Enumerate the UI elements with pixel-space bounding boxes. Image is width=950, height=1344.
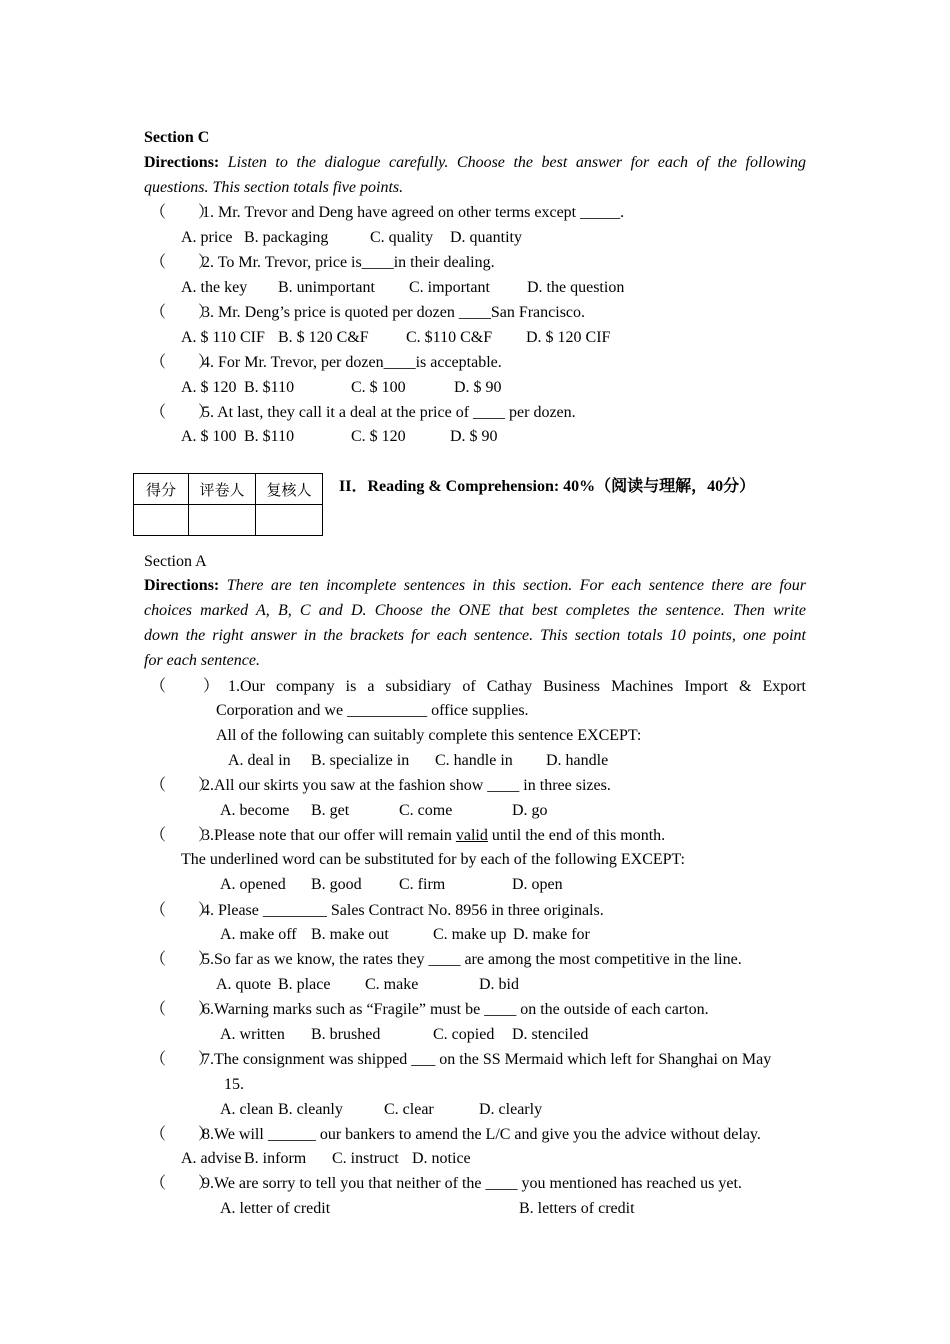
grader-header: 评卷人	[189, 474, 256, 505]
reviewer-cell[interactable]	[256, 505, 323, 536]
option-c: C. $ 100	[351, 379, 406, 396]
option-a: A. become	[220, 802, 290, 819]
option-b: B. cleanly	[278, 1101, 343, 1118]
option-b: B. unimportant	[278, 279, 375, 296]
question-stem: 5. At last, they call it a deal at the price of ____ per dozen.	[202, 404, 576, 421]
option-d: D. the question	[527, 279, 625, 296]
option-b: B. $ 120 C&F	[278, 329, 369, 346]
question-stem: 2.All our skirts you saw at the fashion show ____ in three sizes.	[202, 777, 611, 794]
question-stem	[202, 826, 665, 846]
option-b: B. brushed	[311, 1026, 381, 1043]
option-a: A. advise	[181, 1150, 242, 1167]
option-c: C. handle in	[435, 752, 513, 769]
option-b: B. $110	[244, 428, 295, 445]
score-cell[interactable]	[134, 505, 189, 536]
option-c: C. $110 C&F	[406, 329, 493, 346]
option-d: D. bid	[479, 976, 519, 993]
question-stem: 9.We are sorry to tell you that neither of the ____ you mentioned has reached us yet.	[202, 1175, 742, 1192]
question-instruction: The underlined word can be substituted for by each of the following EXCEPT:	[181, 851, 685, 868]
option-b: B. make out	[311, 926, 389, 943]
option-a: A. written	[220, 1026, 285, 1043]
section-c-heading: Section C	[144, 129, 210, 146]
answer-bracket: （ ）	[150, 1126, 215, 1143]
option-d: D. quantity	[450, 229, 522, 246]
answer-bracket: （ ）	[150, 404, 215, 421]
option-c: C. quality	[370, 229, 434, 246]
question-stem: 4. Please ________ Sales Contract No. 8956 in three originals.	[202, 902, 604, 919]
option-a: A. clean	[220, 1101, 274, 1118]
part-two-title: II．Reading & Comprehension: 40%（阅读与理解，40分）	[339, 478, 756, 495]
answer-bracket: （ ）	[150, 827, 215, 844]
section-a-directions-line	[144, 576, 806, 596]
option-d: D. handle	[546, 752, 609, 769]
option-d: D. make for	[513, 926, 590, 943]
question-stem: 8.We will ______ our bankers to amend the L/C and give you the advice without delay.	[202, 1126, 761, 1143]
option-c: C. firm	[399, 876, 446, 893]
option-c: C. make	[365, 976, 419, 993]
question-stem: 6.Warning marks such as “Fragile” must be ____ on the outside of each carton.	[202, 1001, 709, 1018]
option-c: C. clear	[384, 1101, 434, 1118]
option-a: A. $ 120	[181, 379, 237, 396]
question-stem: 4. For Mr. Trevor, per dozen____is acceptable.	[202, 354, 502, 371]
question-stem: 1.Our company is a subsidiary of Cathay Business Machines Import & Export	[228, 678, 806, 695]
option-b: B. good	[311, 876, 362, 893]
option-c: C. copied	[433, 1026, 495, 1043]
answer-bracket: （ ）	[150, 304, 215, 321]
option-a: A. opened	[220, 876, 286, 893]
option-d: D. clearly	[479, 1101, 543, 1118]
question-stem: 5.So far as we know, the rates they ____ are among the most competitive in the line.	[202, 951, 742, 968]
answer-bracket-left: （	[150, 678, 167, 695]
option-b: B. place	[278, 976, 331, 993]
answer-bracket: （ ）	[150, 1175, 215, 1192]
question-stem: 3. Mr. Deng’s price is quoted per dozen ____San Francisco.	[202, 304, 586, 321]
question-stem: 1. Mr. Trevor and Deng have agreed on other terms except _____.	[202, 204, 625, 221]
option-a: A. price	[181, 229, 233, 246]
option-b: B. $110	[244, 379, 295, 396]
answer-bracket: （ ）	[150, 902, 215, 919]
section-a-directions-line: for each sentence.	[144, 652, 260, 669]
answer-bracket: （ ）	[150, 777, 215, 794]
option-c: C. come	[399, 802, 453, 819]
answer-bracket: （ ）	[150, 1001, 215, 1018]
option-c: C. $ 120	[351, 428, 406, 445]
directions-text: There are ten incomplete sentences in this section. For each sentence there are four	[226, 577, 807, 594]
directions-label: Directions:	[144, 154, 220, 171]
answer-bracket: （ ）	[150, 1051, 215, 1068]
option-b: B. letters of credit	[519, 1200, 635, 1217]
option-a: A. quote	[216, 976, 272, 993]
option-a: A. $ 110 CIF	[181, 329, 265, 346]
reviewer-header: 复核人	[256, 474, 323, 505]
option-c: C. important	[409, 279, 490, 296]
directions-text: Listen to the dialogue carefully. Choose the best answer for each of the following	[227, 154, 807, 171]
score-table	[133, 473, 323, 536]
section-c-directions-line: questions. This section totals five points.	[144, 179, 404, 196]
option-a: A. make off	[220, 926, 297, 943]
answer-bracket: （ ）	[150, 204, 215, 221]
option-c: C. instruct	[332, 1150, 399, 1167]
answer-bracket: （ ）	[150, 254, 215, 271]
option-b: B. packaging	[244, 229, 329, 246]
stem-part: until the end of this month.	[487, 827, 666, 844]
underlined-word: valid	[455, 827, 488, 844]
question-stem-cont: 15.	[224, 1076, 244, 1093]
section-c-directions-line	[144, 153, 806, 173]
option-d: D. open	[512, 876, 563, 893]
option-b: B. specialize in	[311, 752, 410, 769]
question-stem: 7.The consignment was shipped ___ on the SS Mermaid which left for Shanghai on May	[202, 1051, 772, 1068]
answer-bracket-right: ）	[203, 678, 220, 695]
stem-part: 3.Please note that our offer will remain	[202, 827, 456, 844]
grader-cell[interactable]	[189, 505, 256, 536]
option-b: B. inform	[244, 1150, 307, 1167]
question-instruction: All of the following can suitably complete this sentence EXCEPT:	[216, 727, 642, 744]
directions-label: Directions:	[144, 577, 220, 594]
option-d: D. stenciled	[512, 1026, 589, 1043]
option-a: A. letter of credit	[220, 1200, 331, 1217]
option-a: A. deal in	[228, 752, 291, 769]
option-d: D. go	[512, 802, 548, 819]
section-a-directions-line: choices marked A, B, C and D. Choose the ONE that best completes the sentence. Then write	[144, 602, 806, 619]
option-d: D. $ 90	[454, 379, 502, 396]
option-c: C. make up	[433, 926, 507, 943]
answer-bracket: （ ）	[150, 951, 215, 968]
section-a-directions-line: down the right answer in the brackets for each sentence. This section totals 10 points, one point	[144, 627, 806, 644]
option-a: A. $ 100	[181, 428, 237, 445]
question-stem-cont: Corporation and we __________ office supplies.	[216, 702, 529, 719]
option-d: D. notice	[412, 1150, 471, 1167]
option-d: D. $ 120 CIF	[526, 329, 611, 346]
answer-bracket: （ ）	[150, 354, 215, 371]
question-stem: 2. To Mr. Trevor, price is____in their dealing.	[202, 254, 495, 271]
option-a: A. the key	[181, 279, 248, 296]
section-a-heading: Section A	[144, 553, 207, 570]
option-d: D. $ 90	[450, 428, 498, 445]
score-header: 得分	[134, 474, 189, 505]
option-b: B. get	[311, 802, 350, 819]
